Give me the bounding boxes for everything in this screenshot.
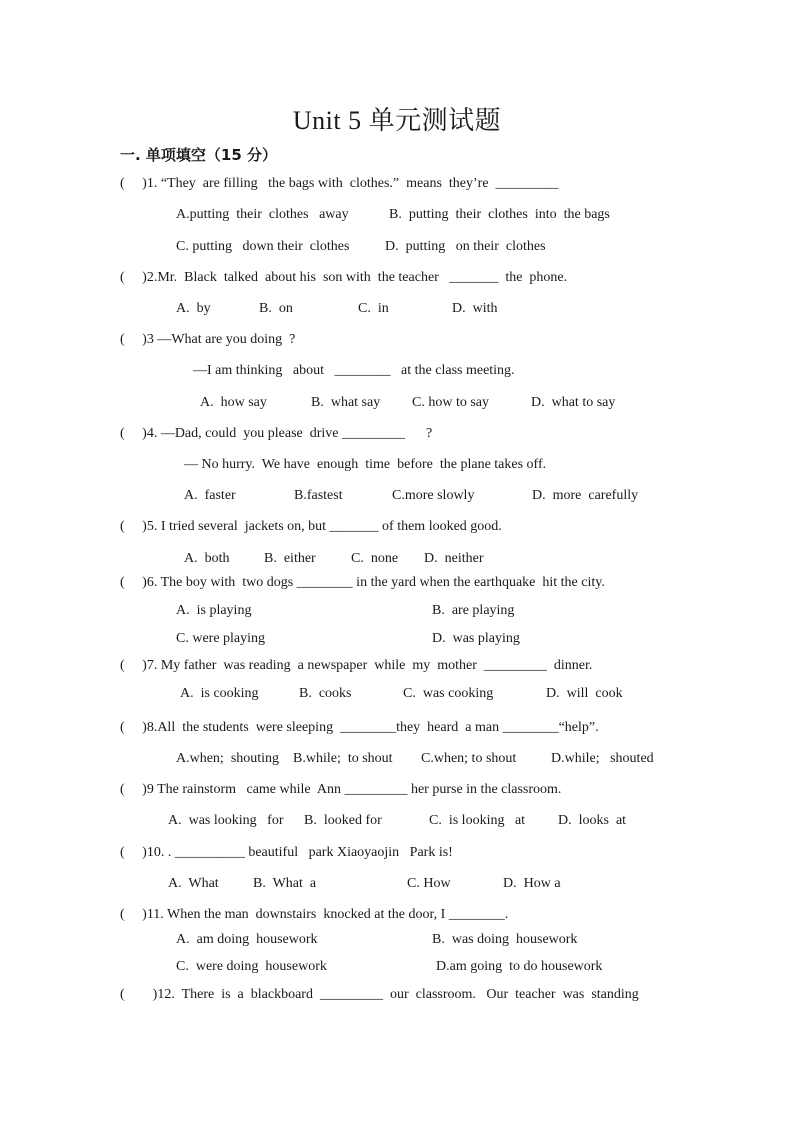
question-stem: ( )10. . __________ beautiful park Xiaoyaojin Park is! xyxy=(120,845,453,860)
option-a: A. how say xyxy=(200,395,267,410)
question-stem: ( )9 The rainstorm came while Ann _________ her purse in the classroom. xyxy=(120,782,562,797)
question-stem: ( )4. —Dad, could you please drive _________ ? xyxy=(120,426,433,441)
option-b: B. are playing xyxy=(432,603,515,618)
question-stem: ( )3 —What are you doing ? xyxy=(120,332,296,347)
option-d: D. was playing xyxy=(432,631,520,646)
option-b: B. looked for xyxy=(304,813,382,828)
question-sub-line: — No hurry. We have enough time before the plane takes off. xyxy=(184,457,547,472)
option-b: B. what say xyxy=(311,395,381,410)
option-c: C. is looking at xyxy=(429,813,526,828)
question-stem: ( )5. I tried several jackets on, but _______ of them looked good. xyxy=(120,519,502,534)
option-b: B. What a xyxy=(253,876,317,891)
option-a: A. faster xyxy=(184,488,236,503)
option-b: B. either xyxy=(264,551,316,566)
option-d: D.while; shouted xyxy=(551,751,654,766)
option-c: C. how to say xyxy=(412,395,489,410)
option-c: C. none xyxy=(351,551,399,566)
question-stem: ( )11. When the man downstairs knocked at the door, I ________. xyxy=(120,907,509,922)
option-c: C.more slowly xyxy=(392,488,475,503)
option-d: D. neither xyxy=(424,551,484,566)
option-c: C. was cooking xyxy=(403,686,494,701)
question-stem: ( )7. My father was reading a newspaper while my mother _________ dinner. xyxy=(120,658,593,673)
question-stem: ( )6. The boy with two dogs ________ in the yard when the earthquake hit the city. xyxy=(120,575,605,590)
option-a: A. What xyxy=(168,876,219,891)
option-a: A. both xyxy=(184,551,230,566)
option-b: B. was doing housework xyxy=(432,932,578,947)
option-d: D. will cook xyxy=(546,686,623,701)
question-stem: ( )2.Mr. Black talked about his son with the teacher _______ the phone. xyxy=(120,270,568,285)
option-d: D. How a xyxy=(503,876,561,891)
option-c: C.when; to shout xyxy=(421,751,517,766)
option-c: C. How xyxy=(407,876,451,891)
option-d: D. putting on their clothes xyxy=(385,239,546,254)
option-c: C. putting down their clothes xyxy=(176,239,350,254)
section-heading: 一. 单项填空（15 分） xyxy=(120,146,278,164)
option-a: A. was looking for xyxy=(168,813,284,828)
option-c: C. were playing xyxy=(176,631,266,646)
option-a: A. by xyxy=(176,301,211,316)
option-c: C. in xyxy=(358,301,389,316)
option-d: D. looks at xyxy=(558,813,627,828)
option-d: D. with xyxy=(452,301,498,316)
option-b: B. putting their clothes into the bags xyxy=(389,207,610,222)
option-d: D. what to say xyxy=(531,395,616,410)
option-d: D.am going to do housework xyxy=(436,959,603,974)
question-stem: ( )8.All the students were sleeping ________they heard a man ________“help”. xyxy=(120,720,599,735)
option-b: B. on xyxy=(259,301,293,316)
option-b: B. cooks xyxy=(299,686,352,701)
option-a: A.putting their clothes away xyxy=(176,207,349,222)
option-b: B.while; to shout xyxy=(293,751,393,766)
option-a: A.when; shouting xyxy=(176,751,280,766)
question-sub-line: —I am thinking about ________ at the class meeting. xyxy=(193,363,515,378)
option-c: C. were doing housework xyxy=(176,959,327,974)
option-a: A. is playing xyxy=(176,603,252,618)
option-a: A. is cooking xyxy=(180,686,259,701)
option-d: D. more carefully xyxy=(532,488,639,503)
question-stem: ( )1. “They are filling the bags with clothes.” means they’re _________ xyxy=(120,176,559,191)
option-b: B.fastest xyxy=(294,488,343,503)
page-title: Unit 5 单元测试题 xyxy=(292,106,502,135)
option-a: A. am doing housework xyxy=(176,932,318,947)
question-stem: ( )12. There is a blackboard _________ our classroom. Our teacher was standing xyxy=(120,987,639,1002)
